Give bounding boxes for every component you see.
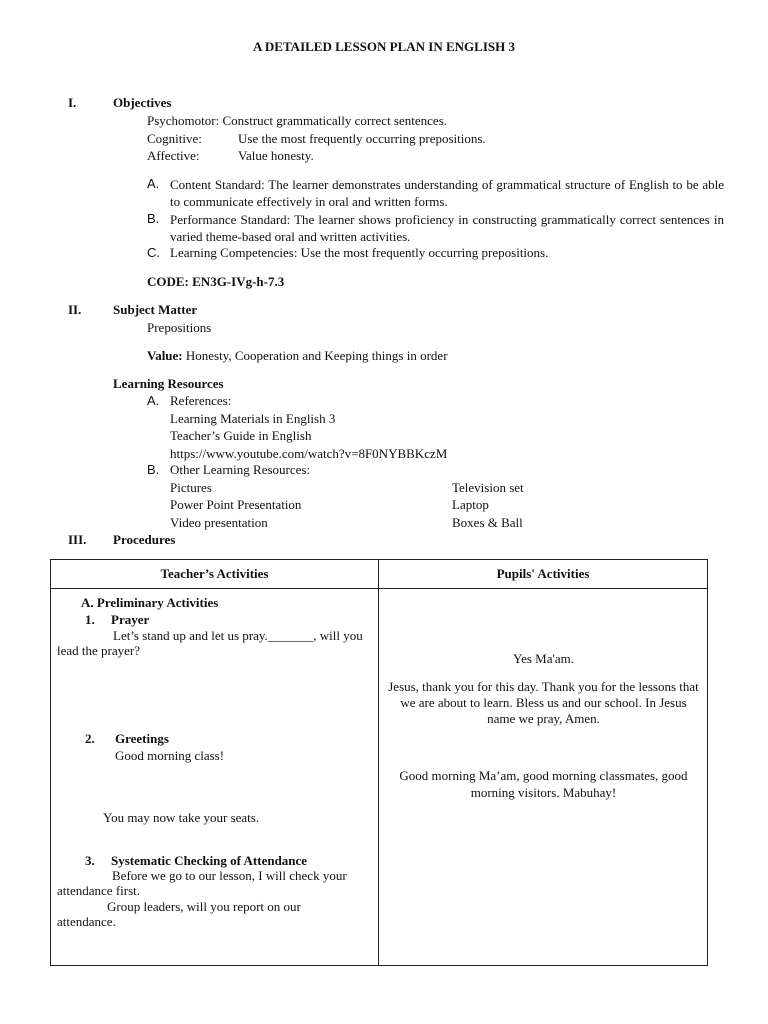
pupils-activities-header: Pupils' Activities [379,560,708,589]
attendance-number: 3. [85,853,95,868]
value-text: Honesty, Cooperation and Keeping things in order [185,348,448,363]
resource-item: Laptop [452,497,489,512]
subject-topic: Prepositions [147,320,212,335]
lesson-code: CODE: EN3G-IVg-h-7.3 [147,274,285,289]
resource-item: Boxes & Ball [452,515,523,530]
reference-url: https://www.youtube.com/watch?v=8F0NYBBKczM [170,446,448,461]
psychomotor-objective: Psychomotor: Construct grammatically correct sentences. [147,113,447,128]
content-standard: Content Standard: The learner demonstrates understanding of grammatical structure of English to be able to communicate effectively in oral and written forms. [170,177,724,209]
attendance-heading: Systematic Checking of Attendance [111,853,308,868]
prayer-instruction: Let’s stand up and let us pray._______, will you lead the prayer? [57,628,363,658]
learning-resources-heading: Learning Resources [113,376,224,391]
resource-item: Television set [452,480,524,495]
affective-objective: Value honesty. [238,148,314,163]
subject-matter-heading: Subject Matter [113,302,198,317]
subject-matter-numeral: II. [68,302,82,317]
pupil-response-yes: Yes Ma'am. [513,651,574,666]
reference-item: Teacher’s Guide in English [170,428,312,443]
prayer-number: 1. [85,612,95,627]
content-standard-letter: A. [147,176,160,191]
references-label: References: [170,393,232,408]
objectives-numeral: I. [68,95,77,110]
value-label: Value: [147,348,183,363]
performance-standard-letter: B. [147,211,160,226]
teacher-activities-header: Teacher’s Activities [51,560,379,589]
attendance-report-text: Group leaders, will you report on our attendance. [57,899,301,929]
procedures-heading: Procedures [113,532,176,547]
teacher-activities-cell [51,589,379,966]
affective-label: Affective: [147,148,200,163]
pupil-prayer: Jesus, thank you for this day. Thank you for the lessons that we are about to learn. Bless us and our school. In Jesus name we pray, Amen. [388,679,699,726]
attendance-text: Before we go to our lesson, I will check your attendance first. [57,868,347,898]
reference-item: Learning Materials in English 3 [170,411,336,426]
seats-instruction: You may now take your seats. [103,810,260,825]
other-resources-letter: B. [147,462,160,477]
resource-item: Video presentation [170,515,268,530]
learning-competencies: Learning Competencies: Use the most frequently occurring prepositions. [170,245,549,260]
preliminary-activities-heading: A. Preliminary Activities [81,595,219,610]
resource-item: Pictures [170,480,212,495]
cognitive-label: Cognitive: [147,131,202,146]
greetings-number: 2. [85,731,95,746]
performance-standard: Performance Standard: The learner shows proficiency in constructing grammatically correct sentences in varied theme-based oral and written activities. [170,212,724,244]
document-title: A DETAILED LESSON PLAN IN ENGLISH 3 [253,39,515,54]
procedures-numeral: III. [68,532,87,547]
pupil-greeting: Good morning Ma’am, good morning classmates, good morning visitors. Mabuhay! [399,768,688,800]
value-line [147,348,448,364]
procedures-table [50,559,708,966]
greetings-text: Good morning class! [115,748,225,763]
prayer-heading: Prayer [111,612,150,627]
objectives-heading: Objectives [113,95,172,110]
pupils-activities-cell [379,589,708,966]
resource-item: Power Point Presentation [170,497,302,512]
cognitive-objective: Use the most frequently occurring prepositions. [238,131,486,146]
references-letter: A. [147,393,160,408]
greetings-heading: Greetings [115,731,169,746]
learning-competencies-letter: C. [147,245,160,260]
other-resources-label: Other Learning Resources: [170,462,311,477]
